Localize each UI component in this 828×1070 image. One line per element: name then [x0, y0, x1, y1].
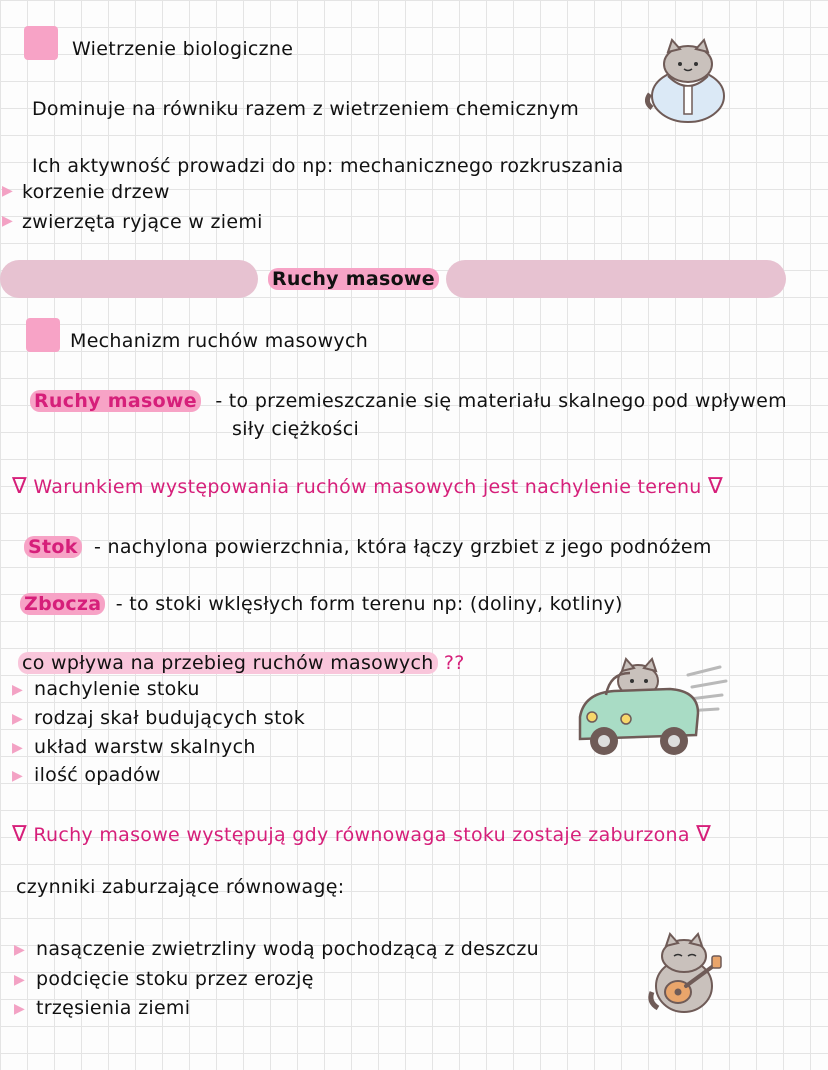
nabla-icon: ∇	[707, 474, 724, 499]
warning-line: ∇ Ruchy masowe występują gdy równowaga stoku zostaje zaburzona ∇	[12, 822, 712, 847]
question-line: co wpływa na przebieg ruchów masowych ??	[18, 652, 465, 674]
section-heading: Wietrzenie biologiczne	[72, 38, 294, 60]
text-line: Ich aktywność prowadzi do np: mechanicznego rozkruszania	[32, 155, 624, 177]
bullet-triangle-icon: ▶	[12, 768, 23, 784]
list-item: nachylenie stoku	[34, 678, 200, 700]
bullet-triangle-icon: ▶	[14, 972, 25, 988]
bullet-triangle-icon: ▶	[14, 942, 25, 958]
text-line: Dominuje na równiku razem z wietrzeniem chemicznym	[32, 98, 580, 120]
cat-with-guitar-icon	[640, 928, 730, 1018]
list-item: podcięcie stoku przez erozję	[36, 968, 314, 990]
bullet-triangle-icon: ▶	[2, 183, 13, 199]
cat-in-car-icon	[570, 655, 730, 765]
definition-stok: Stok - nachylona powierzchnia, która łączy grzbiet z jego podnóżem	[24, 536, 712, 558]
list-item: korzenie drzew	[22, 181, 170, 203]
divider-title: Ruchy masowe	[268, 268, 439, 290]
cat-in-robe-icon	[638, 36, 738, 126]
definition-continuation: siły ciężkości	[232, 418, 360, 440]
list-item: nasączenie zwietrzliny wodą pochodzącą z deszczu	[36, 938, 539, 960]
list-item: rodzaj skał budujących stok	[34, 707, 306, 729]
disturb-heading: czynniki zaburzające równowagę:	[16, 876, 345, 898]
bullet-triangle-icon: ▶	[14, 1001, 25, 1017]
bullet-triangle-icon: ▶	[12, 711, 23, 727]
list-item: ilość opadów	[34, 764, 161, 786]
warning-line: ∇ Warunkiem występowania ruchów masowych jest nachylenie terenu ∇	[12, 474, 724, 499]
pink-square-marker	[24, 26, 58, 60]
divider-bar-left	[0, 260, 258, 298]
nabla-icon: ∇	[12, 474, 28, 499]
definition-ruchy-masowe: Ruchy masowe - to przemieszczanie się materiału skalnego pod wpływem	[30, 390, 787, 412]
pink-square-marker	[26, 318, 60, 352]
definition-zbocza: Zbocza - to stoki wklęsłych form terenu np: (doliny, kotliny)	[20, 593, 623, 615]
nabla-icon: ∇	[12, 822, 28, 847]
bullet-triangle-icon: ▶	[12, 740, 23, 756]
bullet-triangle-icon: ▶	[12, 682, 23, 698]
list-item: trzęsienia ziemi	[36, 997, 191, 1019]
bullet-triangle-icon: ▶	[2, 213, 13, 229]
section-heading: Mechanizm ruchów masowych	[70, 330, 369, 352]
divider-bar-right	[446, 260, 786, 298]
nabla-icon: ∇	[696, 822, 712, 847]
list-item: zwierzęta ryjące w ziemi	[22, 211, 263, 233]
list-item: układ warstw skalnych	[34, 736, 256, 758]
